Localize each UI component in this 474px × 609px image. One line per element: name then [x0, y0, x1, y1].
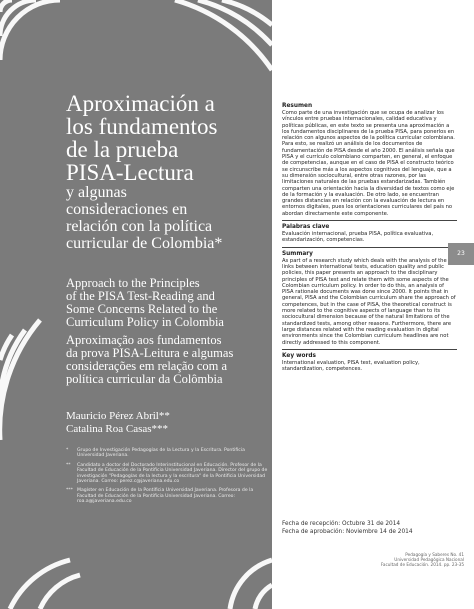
key-words-heading: Key words	[282, 352, 316, 359]
footnote-mark: ***	[66, 488, 73, 494]
title-subline: relación con la política	[66, 218, 213, 235]
title-subline: y algunas	[66, 184, 127, 201]
footer-line: Pedagogía y Saberes No. 41	[405, 552, 464, 557]
submission-dates	[282, 520, 457, 536]
title-line: de la prueba	[66, 137, 179, 162]
summary-heading: Summary	[282, 250, 313, 257]
author-name: Catalina Roa Casas***	[66, 423, 169, 435]
english-title-line: Some Concerns Related to the	[66, 302, 218, 316]
title-line: PISA-Lectura	[66, 160, 194, 185]
author-name: Mauricio Pérez Abril**	[66, 410, 170, 422]
palabras-clave-heading: Palabras clave	[282, 224, 330, 231]
section-divider	[282, 349, 457, 350]
footnote-mark: **	[66, 462, 71, 468]
key-words-text: International evaluation, PISA test, evaluation policy, standardization, competences.	[282, 359, 420, 373]
approved-date: Fecha de aprobación: Noviembre 14 de 2014	[282, 529, 413, 535]
portuguese-title-line: Aproximação aos fundamentos	[66, 333, 222, 347]
english-title-line: Approach to the Principles	[66, 276, 200, 290]
section-divider	[282, 220, 457, 221]
english-title-line: of the PISA Test-Reading and	[66, 289, 215, 303]
footer-line: Facultad de Educación. 2014. pp. 23-35	[380, 562, 464, 567]
section-divider	[282, 247, 457, 248]
journal-footer	[354, 552, 464, 567]
resumen-heading: Resumen	[282, 103, 313, 109]
abstract-column-area	[272, 0, 474, 609]
english-title	[66, 277, 272, 329]
abstract-column	[282, 100, 457, 372]
authors	[66, 410, 272, 436]
footer-line: Universidad Pedagógica Nacional	[394, 557, 464, 562]
title-subline: consideraciones en	[66, 201, 188, 218]
portuguese-title-line: considerações em relação com a	[66, 359, 228, 373]
footnote-text: Grupo de Investigación Pedagogías de la Lectura y la Escritura. Pontificia Universidad Javeriana.	[77, 448, 245, 459]
portuguese-title-line: da prova PISA-Leitura e algumas	[66, 346, 234, 360]
footnote	[66, 488, 272, 504]
page-number-tab: 23	[448, 243, 474, 265]
footnote	[66, 463, 272, 485]
footnote-text: Magíster en Educación de la Pontificia Universidad Javeriana. Profesora de la Facultad de Educación de la Pontificia Universidad Javeriana. Correo: roa.a@javeriana.edu.co	[77, 488, 254, 505]
article-title	[66, 92, 272, 252]
english-title-line: Curriculum Policy in Colombia	[66, 315, 224, 329]
footnote-mark: *	[66, 448, 69, 453]
palabras-clave-text: Evaluación internacional, prueba PISA, política evaluativa, estandarización, competencias.	[282, 231, 434, 244]
footnotes	[66, 448, 272, 509]
footnote	[66, 448, 272, 459]
resumen-text: Como parte de una investigación que se ocupa de analizar los vínculos entre pruebas internacionales, calidad educativa y políticas públicas, en este texto se presenta una aproximación a los fundamentos disciplinares de la prueba PISA, para ponerlos en relación con algunos aspectos de la política curricular colombiana. Para esto, se realizó un análisis de los documentos de fundamentación de PISA desde el año 2000. El análisis señala que PISA y el currículo colombiano comparten, en general, el enfoque de competencias, aunque en el caso de PISA el constructo teórico se circunscribe más a los aspectos cognitivos del lenguaje, que a su dimensión sociocultural, entre otras razones, por las limitaciones naturales de las pruebas estandarizadas. También comparten una orientación hacia la diversidad de textos como eje de la formación y la evaluación. De otro lado, se encuentran grandes distancias en relación con la evaluación de lectura en entornos digitales, pues los orientaciones curriculares del país no abordan directamente este componente.	[282, 110, 455, 217]
title-line: Aproximación a	[66, 91, 215, 116]
portuguese-title	[66, 334, 272, 386]
footnote-text: Candidato a doctor del Doctorado Interinstitucional en Educación. Profesor de la Facultad de Educación de la Pontificia Universidad Javeriana. Director del grupo de investigación "Pedagogías de la lectura y la escritura" de la Pontificia Universidad Javeriana. Correo: perez.c@javeriana.edu.co	[77, 462, 268, 485]
received-date: Fecha de recepción: Octubre 31 de 2014	[282, 521, 401, 527]
title-line: los fundamentos	[66, 114, 218, 139]
portuguese-title-line: política curricular da Colômbia	[66, 372, 223, 386]
summary-text: As part of a research study which deals with the analysis of the links between international tests, education quality and public policies, this paper presents an approach to the disciplinary principles of PISA test and relate them with some aspects of the Colombian curriculum policy. In order to do this, an analysis of PISA rationale documents was done since 2000. It points that in general, PISA and the Colombian curriculum share the approach of competences, but in the case of PISA, the theoretical construct is more related to the cognitive aspects of language than to its sociocultural dimension because of the natural limitations of the standardized tests, among other reasons. Furthermore, there are large distances related with the reading evaluation in digital environments since the Colombian curriculum headlines are not directly addressed to this component.	[282, 257, 456, 346]
title-subline: curricular de Colombia*	[66, 235, 223, 252]
